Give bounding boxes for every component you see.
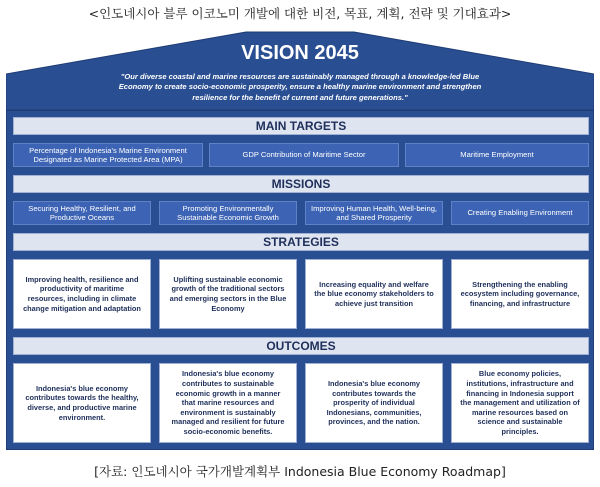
vision-statement: "Our diverse coastal and marine resources are sustainably managed through a knowledge-led Blue Economy to create socio-economic prosperity, ensure a healthy marine environment and strengthen resilience for the benefit of current and future generations." — [118, 72, 482, 102]
outcome-healthy-environment: Indonesia's blue economy contributes towards the healthy, diverse, and productive marine environment. — [13, 363, 151, 443]
strategy-equality: Increasing equality and welfare the blue economy stakeholders to achieve just transition — [305, 259, 443, 329]
outcome-prosperity: Indonesia's blue economy contributes towards the prosperity of individual Indonesians, communities, provinces, and the nation. — [305, 363, 443, 443]
vision-title: VISION 2045 — [241, 42, 359, 64]
mission-human-wellbeing: Improving Human Health, Well-being, and Shared Prosperity — [305, 201, 443, 225]
mission-enabling-environment: Creating Enabling Environment — [451, 201, 589, 225]
strategy-enabling-ecosystem: Strengthening the enabling ecosystem including governance, financing, and infrastructure — [451, 259, 589, 329]
strategy-resilience: Improving health, resilience and productivity of maritime resources, including in climate change mitigation and adaptation — [13, 259, 151, 329]
main-target-employment: Maritime Employment — [405, 143, 589, 167]
outcomes-heading: OUTCOMES — [13, 337, 589, 355]
strategy-sustainable-growth: Uplifting sustainable economic growth of the traditional sectors and emerging sectors in the Blue Economy — [159, 259, 297, 329]
main-target-mpa: Percentage of Indonesia's Marine Environment Designated as Marine Protected Area (MPA) — [13, 143, 203, 167]
mission-healthy-oceans: Securing Healthy, Resilient, and Productive Oceans — [13, 201, 151, 225]
main-targets-heading: MAIN TARGETS — [13, 117, 589, 135]
missions-heading: MISSIONS — [13, 175, 589, 193]
strategies-heading: STRATEGIES — [13, 233, 589, 251]
mission-economic-growth: Promoting Environmentally Sustainable Economic Growth — [159, 201, 297, 225]
outcome-policies: Blue economy policies, institutions, infrastructure and financing in Indonesia support the management and utilization of marine resources based on science and sustainable principles. — [451, 363, 589, 443]
vision-roof — [6, 30, 594, 110]
roadmap-house — [6, 110, 594, 450]
figure-caption: <인도네시아 블루 이코노미 개발에 대한 비전, 목표, 계획, 전략 및 기대효과> — [88, 6, 512, 21]
source-caption: [자료: 인도네시아 국가개발계획부 Indonesia Blue Economy Roadmap] — [94, 464, 506, 479]
main-target-gdp: GDP Contribution of Maritime Sector — [209, 143, 399, 167]
outcome-economic-growth: Indonesia's blue economy contributes to sustainable economic growth in a manner that marine resources and environment is sustainably managed and resilient for future socio-economic benefits. — [159, 363, 297, 443]
